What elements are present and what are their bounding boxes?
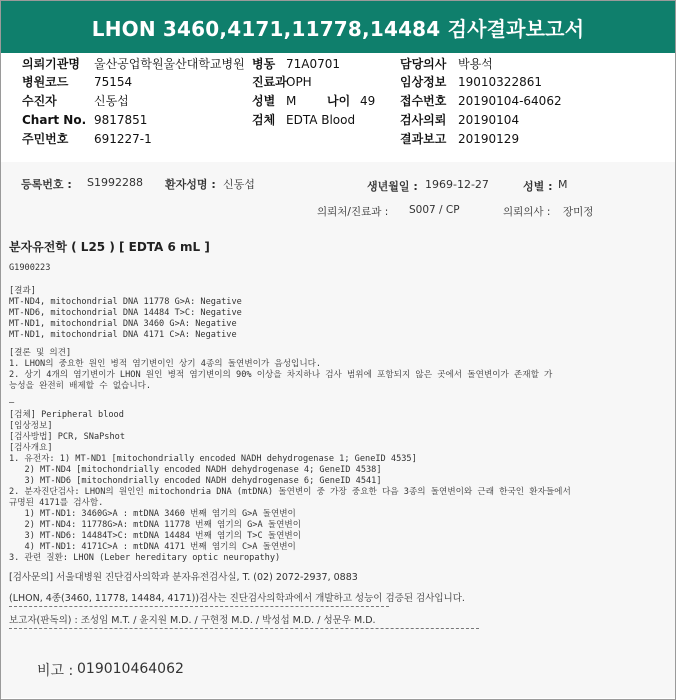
clinical-info-value: 19010322861 [458,75,542,89]
hospital-code-label: 병원코드 [22,75,69,89]
ward-label: 병동 [252,57,276,71]
patient-value: 신동섭 [94,94,129,108]
info-row-2 [22,74,662,91]
detail-line: 3) MT-ND6: 14484T>C: mtDNA 14484 번째 염기의 T>C 돌연변이 [9,531,302,541]
detail-line: 1. 유전자: 1) MT-ND1 [mitochondrially encoded NADH dehydrogenase 1; GeneID 4535] [9,454,417,464]
req-doctor-label: 의뢰의사 : [503,206,551,218]
info-row-3 [22,93,662,110]
detail-line: [임상정보] [9,421,53,431]
doctor-value: 박용석 [458,57,493,71]
conclusion-header: [결론 및 의견] [9,348,72,358]
dept-label: 의뢰처/진료과 : [317,206,389,218]
dept-value: S007 / CP [409,204,460,216]
detail-line: [검체] Peripheral blood [9,410,124,420]
result-header: [결과] [9,286,36,296]
doctor-label: 담당의사 [400,57,447,71]
resident-no-value: 691227-1 [94,132,152,146]
detail-line: 3. 관련 질환: LHON (Leber hereditary optic neuropathy) [9,553,281,563]
result-line: MT-ND4, mitochondrial DNA 11778 G>A: Negative [9,297,242,307]
specimen-label: 검체 [252,113,276,127]
age-label: 나이 [327,94,351,108]
specimen-value: EDTA Blood [286,113,356,127]
resident-no-label: 주민번호 [22,132,69,146]
result-line: MT-ND6, mitochondrial DNA 14484 T>C: Negative [9,308,242,318]
request-date-label: 검사의뢰 [400,113,447,127]
receipt-no-label: 접수번호 [400,94,447,108]
result-line: MT-ND1, mitochondrial DNA 3460 G>A: Negative [9,319,237,329]
report-title: LHON 3460,4171,11778,14484 검사결과보고서 [1,1,675,53]
detail-line: 2. 분자진단검사: LHON의 원인인 mitochondria DNA (mtDNA) 돌연변이 중 가장 중요한 다음 3종의 돌연변이와 근래 한국인 환자들에서 [9,487,571,497]
receipt-no-value: 20190104-64062 [458,94,562,108]
info-row-4 [22,112,662,129]
institution-label: 의뢰기관명 [22,57,80,71]
detail-line: 3) MT-ND6 [mitochondrially encoded NADH dehydrogenase 6; GeneID 4541] [9,476,382,486]
remark-value: 019010464062 [77,661,184,677]
info-row-5 [22,131,662,148]
separator-line [9,606,389,607]
scan-sex-value: M [558,178,568,191]
detail-line: 2) MT-ND4: 11778G>A: mtDNA 11778 번째 염기의 G>A 돌연변이 [9,520,302,530]
ward-value: 71A0701 [286,57,341,71]
conclusion-line: 능성을 완전히 배제할 수 없습니다. [9,381,152,391]
scanned-lab-report [1,162,675,698]
reg-no-label: 등록번호 : [21,178,72,191]
conclusion-line: 2. 상기 4개의 염기변이가 LHON 원인 병적 염기변이의 90% 이상을 차지하나 검사 범위에 포함되지 않은 곳에서 돌연변이가 존재할 가 [9,370,553,380]
detail-line: [검사방법] PCR, SNaPshot [9,432,125,442]
age-value: 49 [360,94,376,108]
reg-no-value: S1992288 [87,176,143,189]
section-title: 분자유전학 ( L25 ) [ EDTA 6 mL ] [9,240,210,254]
report-date-label: 결과보고 [400,132,447,146]
detail-line: 4) MT-ND1: 4171C>A : mtDNA 4171 번째 염기의 C>A 돌연변이 [9,542,296,552]
result-line: MT-ND1, mitochondrial DNA 4171 C>A: Negative [9,330,237,340]
remark-label: 비고 : [37,663,74,679]
patient-name-label: 환자성명 : [165,178,216,191]
institution-value: 울산공업학원울산대학교병원 [94,57,245,71]
hospital-code-value: 75154 [94,75,133,89]
sex-label: 성별 [252,94,276,108]
chart-no-label: Chart No. [22,113,87,127]
detail-line: 1) MT-ND1: 3460G>A : mtDNA 3460 번째 염기의 G>A 돌연변이 [9,509,296,519]
detail-line: 규명된 4171를 검사함. [9,498,104,508]
info-row-1 [22,56,662,73]
chart-no-value: 9817851 [94,113,148,127]
sample-id: G1900223 [9,263,51,273]
conclusion-line: 1. LHON의 중요한 원인 병적 염기변이인 상기 4종의 돌연변이가 음성입니다. [9,359,322,369]
patient-name-value: 신동섭 [223,178,255,191]
dash-mark: — [9,398,15,408]
reporters-line: 보고자(판독의) : 조성임 M.T. / 윤지원 M.D. / 구현정 M.D. / 박성섭 M.D. / 성문우 M.D. [9,615,376,626]
inquiry-line: [검사문의] 서울대병원 진단검사의학과 분자유전검사실, T. (02) 2072-2937, 0883 [9,572,358,583]
note-line: (LHON, 4종(3460, 11778, 14484, 4171))검사는 진단검사의학과에서 개발하고 성능이 검증된 검사입니다. [9,593,465,604]
sex-value: M [286,94,297,108]
clinical-info-label: 임상정보 [400,75,447,89]
dob-value: 1969-12-27 [425,178,489,191]
dob-label: 생년월일 : [367,180,418,193]
patient-label: 수진자 [22,94,57,108]
department-value: OPH [286,75,312,89]
req-doctor-value: 장미정 [563,206,594,218]
request-date-value: 20190104 [458,113,520,127]
scan-sex-label: 성별 : [523,180,553,193]
separator-line [9,628,479,629]
report-date-value: 20190129 [458,132,520,146]
detail-line: [검사개요] [9,443,53,453]
department-label: 진료과 [252,75,287,89]
detail-line: 2) MT-ND4 [mitochondrially encoded NADH dehydrogenase 4; GeneID 4538] [9,465,382,475]
